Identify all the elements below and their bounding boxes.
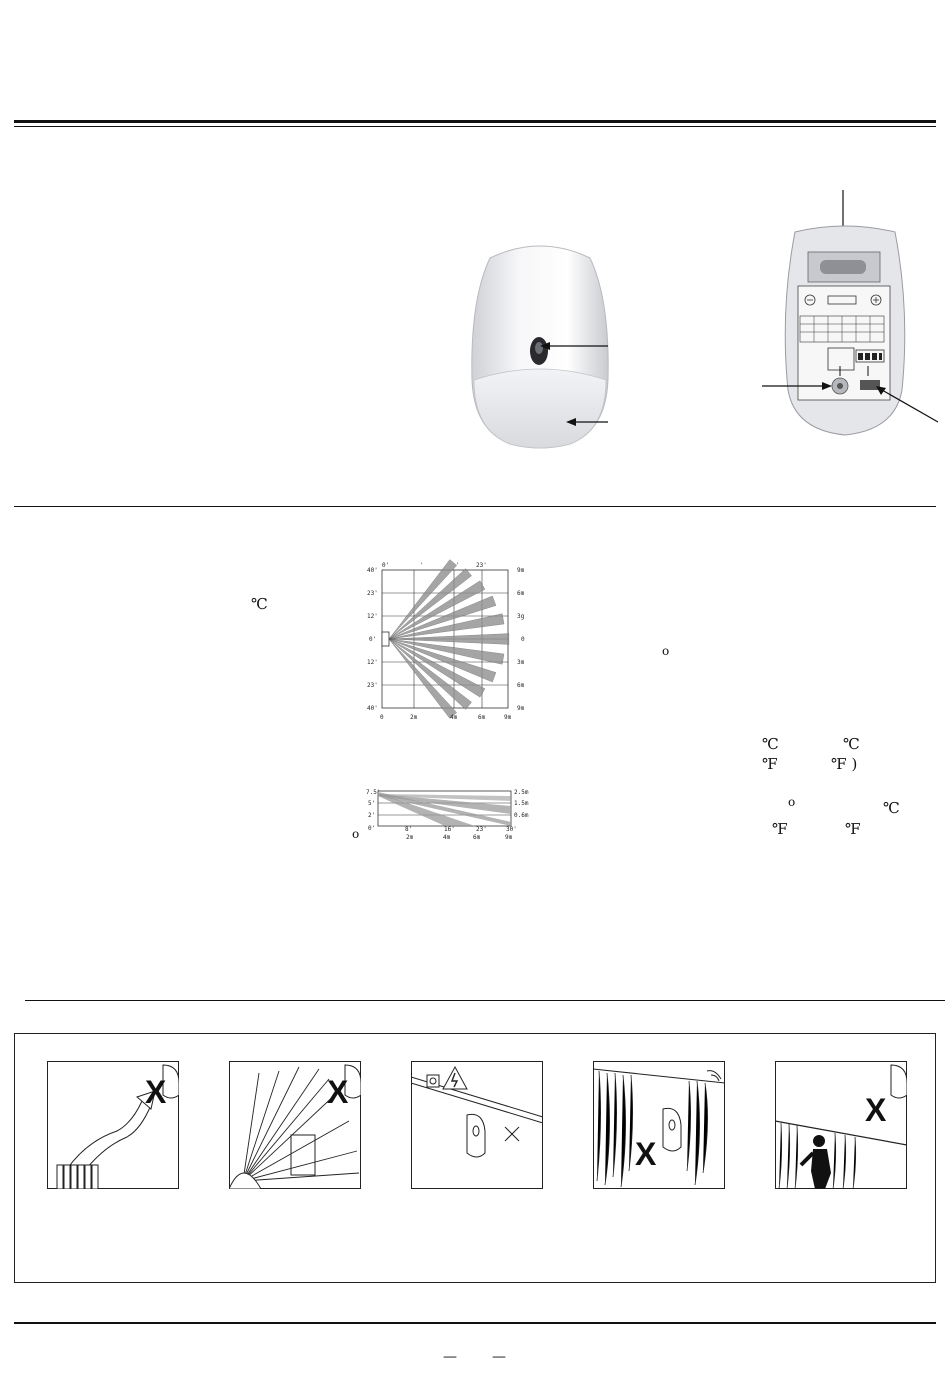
coverage-chart: [358, 558, 533, 722]
prohibited-x-mark: X: [865, 1092, 887, 1128]
header-rule-thick: [14, 120, 936, 123]
degree-symbol: o: [352, 827, 360, 841]
front-callout-arrows: [530, 330, 620, 440]
coverage-top-ticks: [382, 562, 487, 569]
svg-text:23': 23': [476, 562, 487, 569]
detector-back-image: [760, 190, 945, 445]
warning-heater-image: [47, 1061, 179, 1189]
coverage-zone: [389, 596, 496, 639]
svg-text:0: 0: [521, 636, 525, 643]
coverage-right-ticks: [517, 567, 525, 712]
svg-text:9m: 9m: [505, 834, 513, 841]
svg-text:5': 5': [368, 800, 376, 807]
svg-text:0': 0': [368, 825, 376, 832]
svg-text:6m: 6m: [517, 590, 525, 597]
warning-power-line-image: [411, 1061, 543, 1189]
celsius-symbol: ℃: [762, 735, 779, 753]
svg-text:40': 40': [367, 567, 378, 574]
fahrenheit-symbol: ℉: [845, 820, 861, 838]
svg-text:0': 0': [382, 562, 390, 569]
prohibited-x-mark: X: [635, 1136, 657, 1172]
celsius-symbol: ℃: [883, 799, 900, 817]
svg-text:2.5m: 2.5m: [514, 789, 529, 796]
svg-text:1.5m: 1.5m: [514, 800, 529, 807]
svg-text:2m: 2m: [406, 834, 414, 841]
svg-text:12': 12': [367, 659, 378, 666]
page-number-left-dash: —: [443, 1349, 457, 1365]
prohibited-x-mark: X: [145, 1074, 167, 1110]
warning-sunlight-image: [229, 1061, 361, 1189]
footer-rule: [14, 1322, 936, 1324]
fahrenheit-symbol: ℉: [762, 755, 778, 773]
svg-text:3m: 3m: [517, 659, 525, 666]
warning-obstruction-image: [775, 1061, 907, 1189]
svg-text:': ': [420, 562, 424, 569]
svg-text:30': 30': [506, 826, 517, 833]
svg-text:0: 0: [380, 714, 384, 721]
svg-text:4m: 4m: [450, 714, 458, 721]
svg-text:6m: 6m: [478, 714, 486, 721]
svg-text:9m: 9m: [504, 714, 512, 721]
section-rule-3: [25, 1000, 945, 1001]
section-rule-2: [14, 506, 936, 507]
svg-text:12': 12': [367, 613, 378, 620]
side-view-chart: [365, 786, 535, 844]
svg-text:2m: 2m: [410, 714, 418, 721]
svg-text:4m: 4m: [443, 834, 451, 841]
svg-text:9m: 9m: [517, 705, 525, 712]
celsius-symbol: ℃: [251, 595, 268, 613]
degree-symbol: o: [788, 795, 796, 809]
svg-text:40': 40': [367, 705, 378, 712]
warning-curtain-airflow-image: [593, 1061, 725, 1189]
svg-text:6m: 6m: [517, 682, 525, 689]
celsius-symbol: ℃: [843, 735, 860, 753]
svg-text:23': 23': [367, 682, 378, 689]
svg-text:23': 23': [367, 590, 378, 597]
side-right-ticks: [514, 789, 529, 819]
coverage-bottom-ticks: [380, 714, 512, 721]
page-number-right-dash: —: [492, 1349, 506, 1365]
svg-text:8': 8': [405, 826, 413, 833]
svg-text:23': 23': [476, 826, 487, 833]
coverage-left-ticks: [367, 567, 378, 712]
fahrenheit-symbol: ℉: [772, 820, 788, 838]
svg-text:7.5': 7.5': [366, 789, 381, 796]
svg-text:0': 0': [369, 636, 377, 643]
svg-text:16': 16': [444, 826, 455, 833]
svg-text:': ': [456, 562, 460, 569]
fahrenheit-symbol: ℉ ): [831, 755, 858, 773]
coverage-zone: [389, 639, 496, 682]
prohibited-x-mark: X: [327, 1074, 349, 1110]
header-rule-thin: [14, 126, 936, 127]
side-bottom-ticks: [405, 826, 517, 841]
svg-text:0.6m: 0.6m: [514, 812, 529, 819]
svg-text:9m: 9m: [517, 567, 525, 574]
svg-text:6m: 6m: [473, 834, 481, 841]
coverage-fan-zones: [389, 560, 509, 719]
svg-text:2': 2': [368, 812, 376, 819]
svg-text:3g: 3g: [517, 613, 525, 620]
degree-symbol: o: [662, 644, 670, 658]
